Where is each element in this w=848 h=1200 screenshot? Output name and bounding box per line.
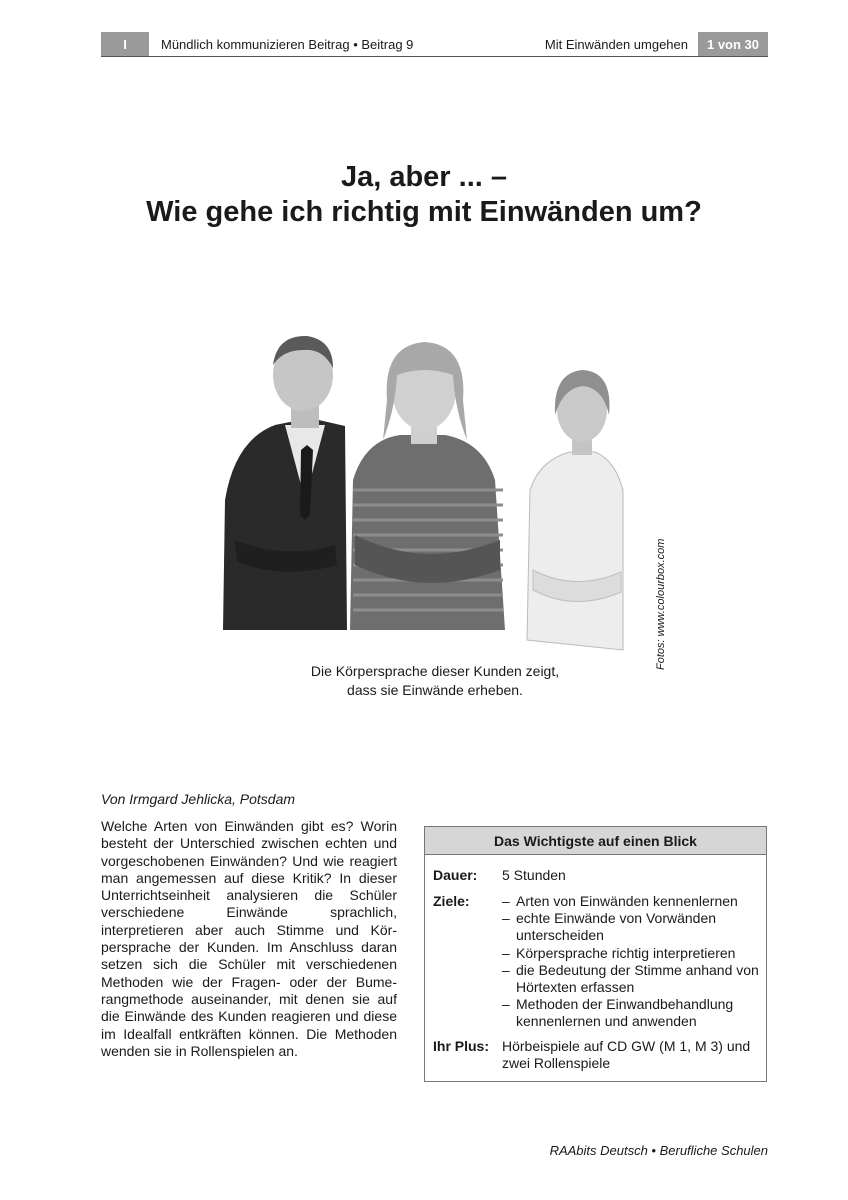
goal-text: die Bedeutung der Stimme anhand von Hörtexten erfassen <box>516 961 759 996</box>
header-spacer <box>413 32 545 56</box>
goal-dash: – <box>502 944 510 961</box>
goal-dash: – <box>502 961 510 978</box>
photo-credit: Fotos: www.colourbox.com <box>655 538 667 670</box>
series-title: Mündlich kommunizieren Beitrag • Beitrag 9 <box>161 36 414 52</box>
goal-dash: – <box>502 893 510 909</box>
young-woman-figure <box>350 342 505 630</box>
plus-label: Ihr Plus: <box>433 1038 490 1054</box>
summary-box-heading: Das Wichtigste auf einen Blick <box>425 827 766 855</box>
customers-photo <box>215 330 625 660</box>
photo-caption <box>250 662 620 700</box>
caption-line-2: dass sie Einwände erheben. <box>347 682 523 698</box>
page-header <box>101 32 768 57</box>
section-number: I <box>101 32 149 56</box>
goal-text: echte Einwände von Vorwänden unterscheiden <box>516 910 717 944</box>
title-line-2: Wie gehe ich richtig mit Einwänden um? <box>146 196 702 228</box>
caption-line-1: Die Körpersprache dieser Kunden zeigt, <box>310 663 560 679</box>
goal-item <box>502 962 762 996</box>
goals-label: Ziele: <box>433 893 470 909</box>
page-title <box>0 160 848 230</box>
man-in-suit-figure <box>223 336 347 630</box>
goal-text: Methoden der Einwandbehandlung kennenlernen und anwenden <box>516 996 734 1030</box>
plus-row <box>433 1038 762 1072</box>
goals-list <box>502 893 762 1031</box>
topic-title: Mit Einwänden umgehen <box>544 36 688 52</box>
page-number: 1 von 30 <box>698 32 768 56</box>
summary-box <box>424 826 767 1082</box>
goal-item <box>502 945 762 962</box>
author-line: Von Irmgard Jehlicka, Potsdam <box>101 791 296 807</box>
duration-row <box>433 867 762 884</box>
duration-label: Dauer: <box>433 867 478 883</box>
goal-item <box>502 910 762 944</box>
goal-item <box>502 893 762 910</box>
goal-text: Arten von Einwänden kennenlernen <box>516 893 738 909</box>
goal-text: Körpersprache richtig interpretieren <box>516 944 736 961</box>
goal-dash: – <box>502 996 510 1013</box>
duration-value: 5 Stunden <box>502 867 566 883</box>
plus-value: Hörbeispiele auf CD GW (M 1, M 3) und zwei Rollenspiele <box>502 1038 751 1072</box>
goal-dash: – <box>502 910 510 927</box>
intro-paragraph: Welche Arten von Einwänden gibt es? Worin besteht der Unterschied zwischen echten und vorgeschobenen Einwänden? Und wie reagiert man angemessen auf diese Kritik? In dieser Unterrichtseinheit analysieren die Schüler verschiedene Einwände sprachlich, interpretieren aber auch Stimme und Körpersprache der Kunden. Im Anschluss daran setzen sich die Schüler mit verschiedenen Methoden wie der Fragen- oder der Bumerangmethode auseinander, mit denen sie auf die Einwände des Kunden reagieren und diese im Idealfall entkräften können. Die Methoden wenden sie in Rollenspielen an. <box>101 818 397 1059</box>
page-footer: RAAbits Deutsch • Berufliche Schulen <box>549 1143 768 1158</box>
goal-item <box>502 996 762 1030</box>
older-woman-figure <box>527 370 623 650</box>
title-line-1: Ja, aber ... – <box>340 161 508 193</box>
goals-row <box>433 893 762 1031</box>
